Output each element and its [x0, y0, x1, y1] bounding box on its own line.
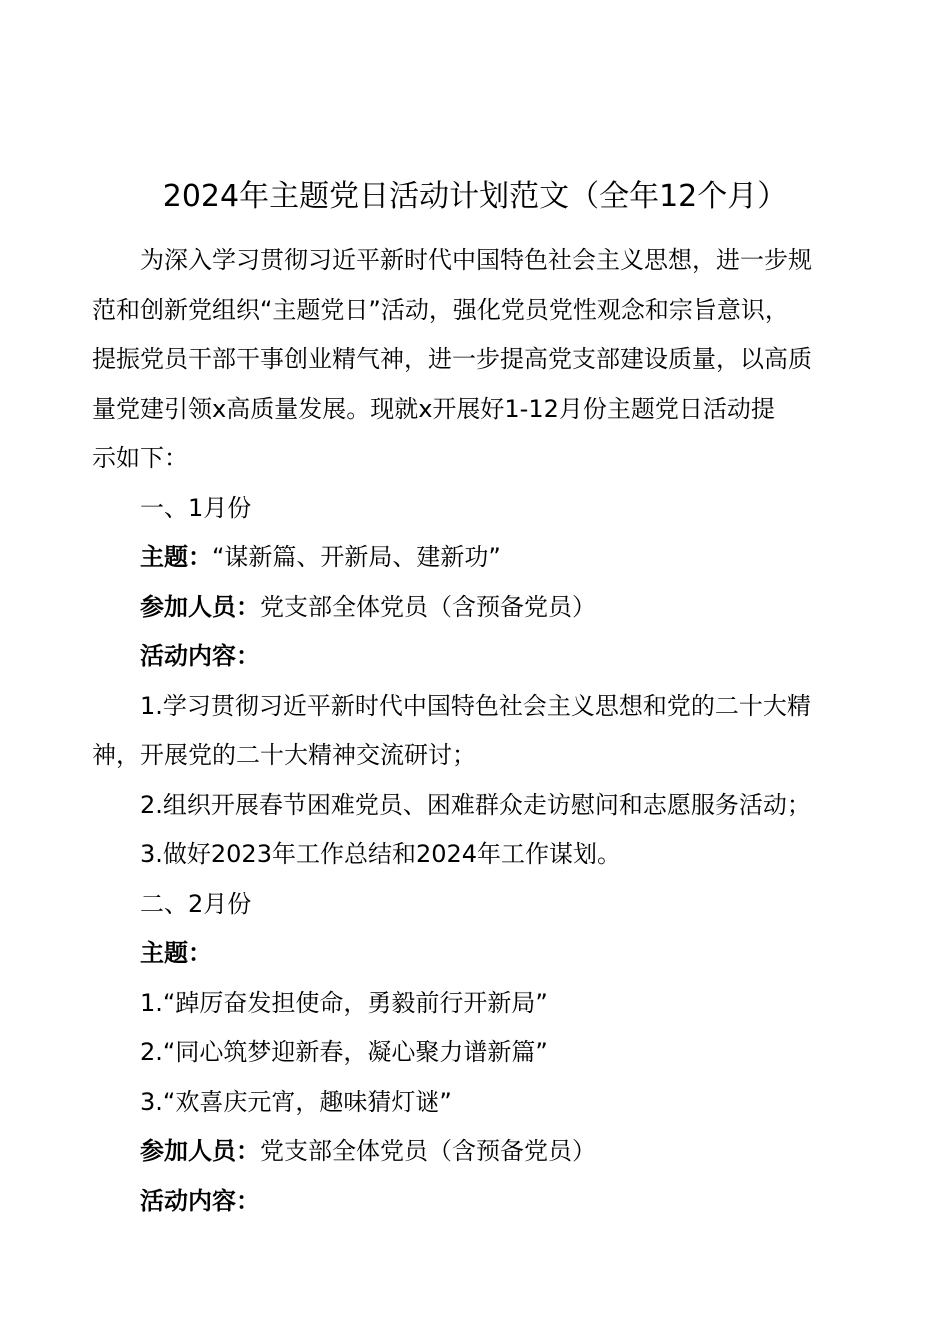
theme-label: 主题： [140, 543, 212, 571]
participants-label: 参加人员： [140, 1137, 260, 1165]
intro-line: 提振党员干部干事创业精气神，进一步提高党支部建设质量，以高质 [92, 345, 812, 373]
participants-line [92, 1127, 868, 1177]
intro-line: 范和创新党组织“主题党日”活动，强化党员党性观念和宗旨意识， [92, 295, 789, 324]
section-heading: 一、1月份 [140, 493, 252, 522]
document-body [92, 236, 868, 1226]
theme-line [92, 533, 868, 583]
activity-item: 3.做好2023年工作总结和2024年工作谋划。 [140, 840, 622, 868]
participants-value: 党支部全体党员（含预备党员） [260, 1137, 596, 1165]
theme-item: 2.“同心筑梦迎新春，凝心聚力谱新篇” [140, 1038, 548, 1066]
document-title: 2024年主题党日活动计划范文（全年12个月） [162, 179, 788, 214]
activity-item: 2.组织开展春节困难党员、困难群众走访慰问和志愿服务活动； [140, 790, 811, 819]
intro-line: 量党建引领x高质量发展。现就x开展好1-12月份主题党日活动提 [92, 394, 775, 423]
theme-label: 主题： [140, 939, 212, 967]
theme-item: 1.“踔厉奋发担使命，勇毅前行开新局” [140, 988, 548, 1017]
activity-item: 1.学习贯彻习近平新时代中国特色社会主义思想和党的二十大精 [140, 691, 811, 720]
section-heading: 二、2月份 [140, 889, 252, 918]
theme-item: 3.“欢喜庆元宵，趣味猜灯谜” [140, 1087, 452, 1116]
participants-label: 参加人员： [140, 592, 260, 621]
participants-value: 党支部全体党员（含预备党员） [260, 592, 596, 621]
intro-line: 为深入学习贯彻习近平新时代中国特色社会主义思想，进一步规 [92, 246, 812, 274]
theme-value: “谋新篇、开新局、建新功” [212, 543, 501, 571]
content-label: 活动内容： [140, 1186, 260, 1215]
activity-item-continuation: 神，开展党的二十大精神交流研讨； [92, 741, 476, 769]
participants-line [92, 583, 868, 633]
intro-line: 示如下： [92, 444, 188, 472]
content-label: 活动内容： [140, 642, 260, 670]
